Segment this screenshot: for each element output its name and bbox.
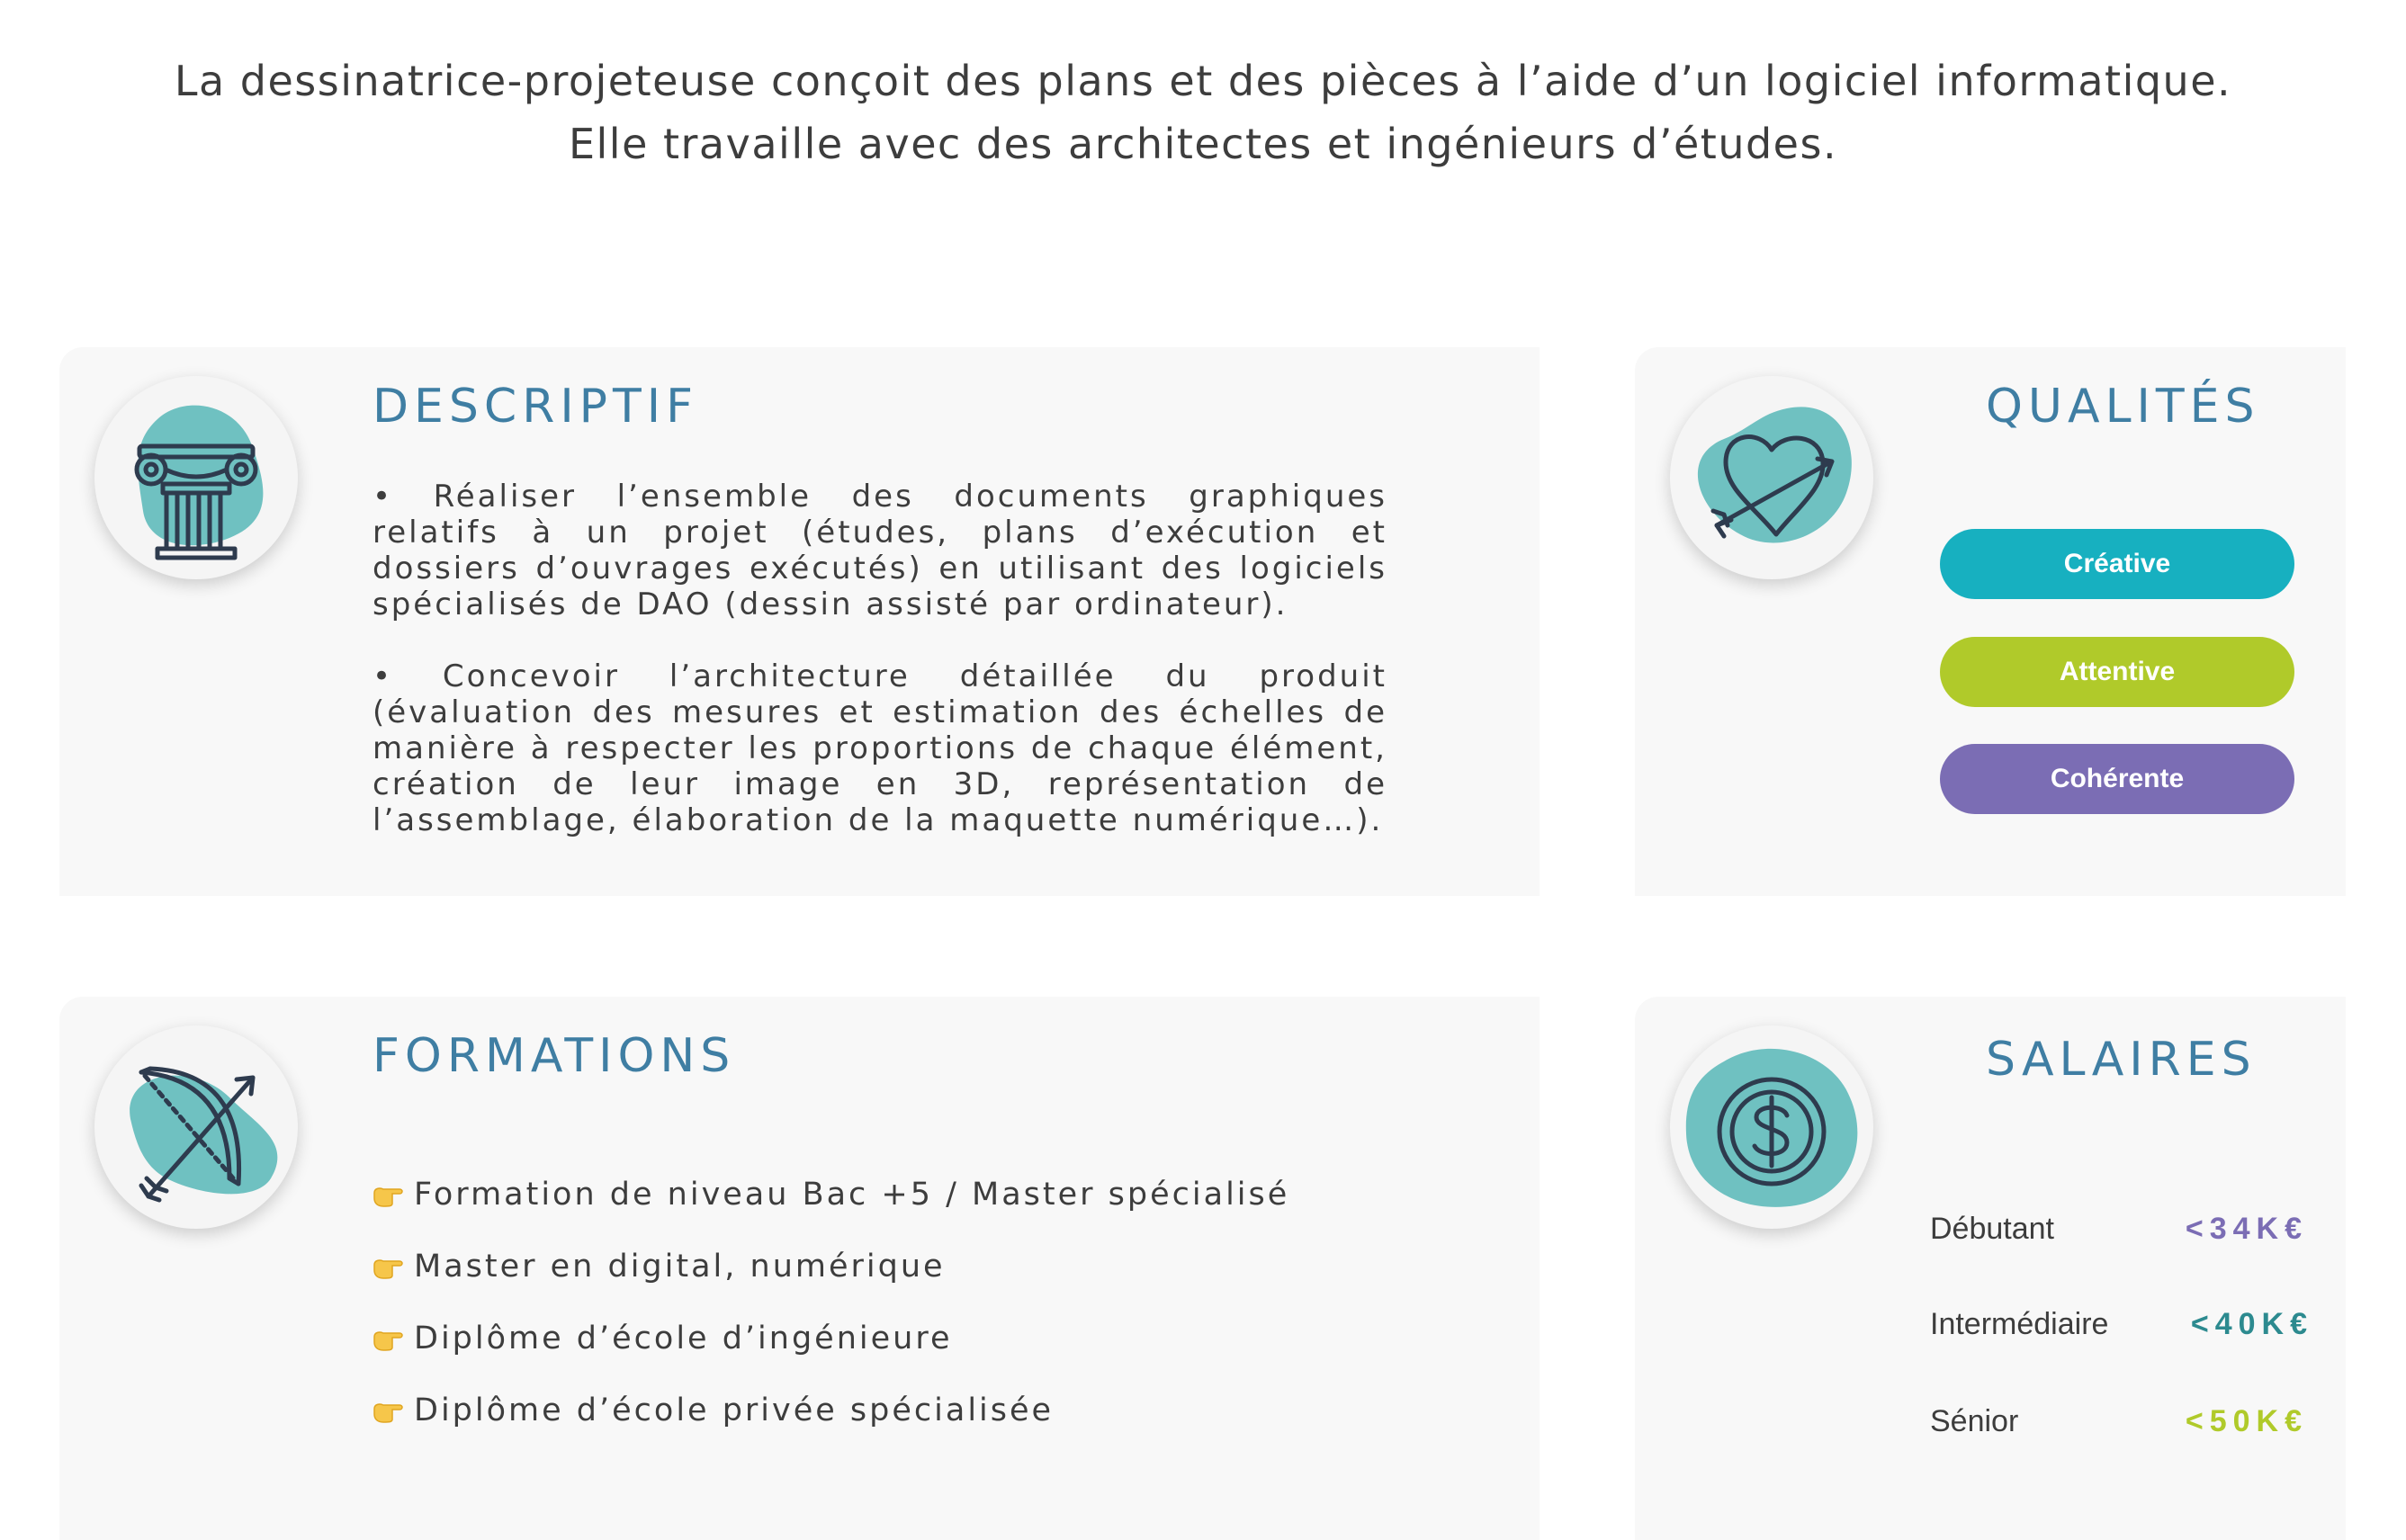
qualites-title: QUALITÉS [1986,380,2260,434]
formations-title: FORMATIONS [373,1029,736,1083]
heart-arrow-icon [1670,376,1873,579]
salary-row-senior [1930,1394,2308,1448]
salary-label: Débutant [1930,1212,2054,1246]
formation-item-3: Diplôme d’école d’ingénieure [414,1321,953,1356]
formation-item-1: Formation de niveau Bac +5 / Master spécialisé [414,1177,1290,1213]
descriptif-title: DESCRIPTIF [373,380,699,434]
pointing-hand-icon [373,1374,414,1446]
formation-item-2: Master en digital, numérique [414,1249,946,1285]
descriptif-paragraph-1: • Réaliser l’ensemble des documents graphiques relatifs à un projet (études, plans d’exécution et dossiers d’ouvrages exécutés) en utilisant des logiciels spécialisés de DAO (dessin assisté par ordinateur). [373,479,1387,622]
salary-row-intermediaire [1930,1297,2313,1351]
descriptif-paragraph-2: • Concevoir l’architecture détaillée du produit (évaluation des mesures et estimation des échelles de manière à respecter les proportions de chaque élément, création de leur image en 3D, représentation de l’assemblage, élaboration de la maquette numérique…). [373,658,1387,838]
salary-value: <50K€ [2185,1404,2308,1438]
qualites-card [1635,347,2346,896]
list-item [373,1231,1289,1303]
column-icon [94,376,298,579]
formations-list [373,1159,1289,1446]
list-item [373,1159,1289,1231]
list-item [373,1303,1289,1374]
formation-item-4: Diplôme d’école privée spécialisée [414,1392,1055,1428]
pointing-hand-icon [373,1303,414,1374]
salary-label: Sénior [1930,1404,2019,1438]
intro-line-2: Elle travaille avec des architectes et ingénieurs d’études. [568,120,1838,168]
salary-value: <40K€ [2190,1307,2313,1341]
formations-card [59,997,1540,1540]
salaires-title: SALAIRES [1986,1033,2257,1087]
list-item [373,1374,1289,1446]
quality-coherente-badge: Cohérente [1940,744,2294,814]
salary-label: Intermédiaire [1930,1307,2109,1341]
pointing-hand-icon [373,1231,414,1303]
salaires-card [1635,997,2346,1540]
descriptif-card [59,347,1540,896]
dollar-coin-icon [1670,1025,1873,1229]
intro-line-1: La dessinatrice-projeteuse conçoit des plans et des pièces à l’aide d’un logiciel informatique. [174,57,2232,105]
pointing-hand-icon [373,1159,414,1231]
bow-arrow-icon [94,1025,298,1229]
quality-attentive-badge: Attentive [1940,637,2294,707]
salary-row-debutant [1930,1202,2308,1256]
salary-value: <34K€ [2185,1212,2308,1246]
intro-text [0,49,2406,175]
quality-creative-badge: Créative [1940,529,2294,599]
